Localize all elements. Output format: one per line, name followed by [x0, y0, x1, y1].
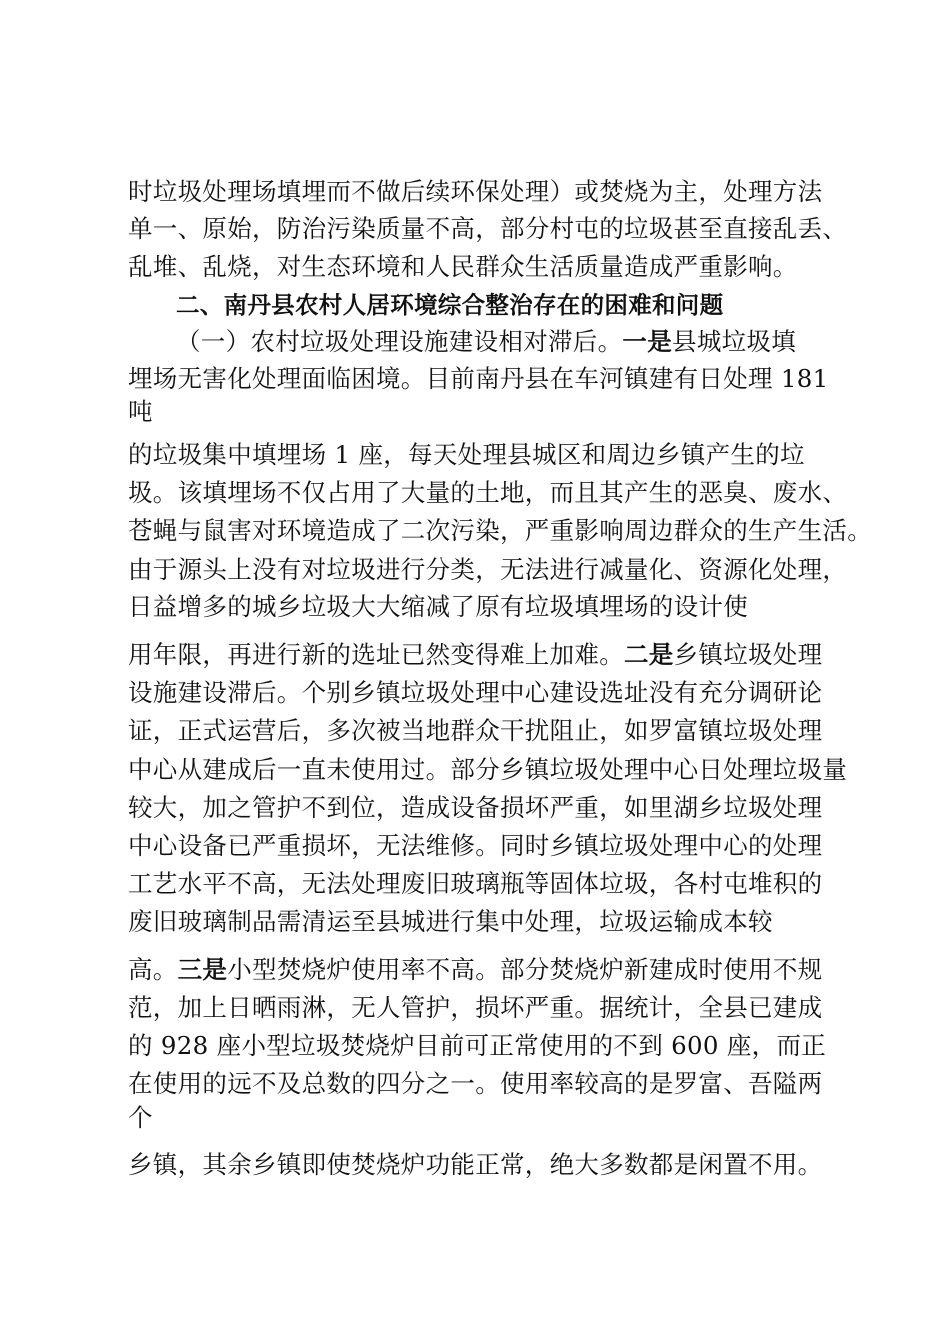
- text-run: 高。: [128, 955, 178, 984]
- text-line: 证，正式运营后，多次被当地群众干扰阻止，如罗富镇垃圾处理: [128, 716, 823, 745]
- text-line: 日益增多的城乡垃圾大大缩减了原有垃圾填埋场的设计使: [128, 592, 748, 621]
- text-line: 时垃圾处理场填埋而不做后续环保处理）或焚烧为主，处理方法: [128, 177, 823, 206]
- text-line: 苍蝇与鼠害对环境造成了二次污染，严重影响周边群众的生产生活。: [128, 516, 872, 545]
- text-line: 设施建设滞后。个别乡镇垃圾处理中心建设选址没有充分调研论: [128, 678, 823, 707]
- text-run: 县城垃圾填: [672, 327, 797, 356]
- text-line: 的 928 座小型垃圾焚烧炉目前可正常使用的不到 600 座，而正: [128, 1031, 827, 1060]
- text-line: 工艺水平不高，无法处理废旧玻璃瓶等固体垃圾，各村屯堆积的: [128, 869, 823, 898]
- text-run: 小型焚烧炉使用率不高。部分焚烧炉新建成时使用不规: [227, 955, 823, 984]
- text-line: 个: [128, 1103, 153, 1132]
- text-line: 中心从建成后一直未使用过。部分乡镇垃圾处理中心日处理垃圾量: [128, 755, 848, 784]
- text-line: 废旧玻璃制品需清运至县城进行集中处理，垃圾运输成本较: [128, 907, 773, 936]
- section-heading: 二、南丹县农村人居环境综合整治存在的困难和问题: [176, 291, 724, 319]
- point-marker-3: 三是: [177, 955, 228, 984]
- text-line: 在使用的远不及总数的四分之一。使用率较高的是罗富、吾隘两: [128, 1069, 823, 1098]
- text-line: 的垃圾集中填埋场 1 座，每天处理县城区和周边乡镇产生的垃: [128, 440, 805, 469]
- text-line: [176, 327, 896, 357]
- text-line: [128, 640, 848, 670]
- text-line: 范，加上日晒雨淋，无人管护，损坏严重。据统计，全县已建成: [128, 993, 823, 1022]
- text-line: 埋场无害化处理面临困境。目前南丹县在车河镇建有日处理 181: [128, 364, 829, 393]
- text-line: 乱堆、乱烧，对生态环境和人民群众生活质量造成严重影响。: [128, 252, 798, 281]
- text-line: 圾。该填埋场不仅占用了大量的土地，而且其产生的恶臭、废水、: [128, 478, 848, 507]
- text-line: 由于源头上没有对垃圾进行分类，无法进行减量化、资源化处理，: [128, 555, 848, 584]
- point-marker-2: 二是: [624, 640, 674, 669]
- text-line: 较大，加之管护不到位，造成设备损坏严重，如里湖乡垃圾处理: [128, 793, 823, 822]
- text-line: 中心设备已严重损坏，无法维修。同时乡镇垃圾处理中心的处理: [128, 831, 823, 860]
- text-run: 乡镇垃圾处理: [673, 640, 823, 669]
- text-run: 用年限，再进行新的选址已然变得难上加难。: [128, 640, 624, 669]
- text-line: [128, 955, 848, 985]
- text-line: 乡镇，其余乡镇即使焚烧炉功能正常，绝大多数都是闲置不用。: [128, 1150, 823, 1179]
- text-line: 吨: [128, 397, 153, 426]
- point-marker-1: 一是: [622, 327, 673, 356]
- text-line: 单一、原始，防治污染质量不高，部分村屯的垃圾甚至直接乱丢、: [128, 214, 848, 243]
- subheading-text: （一）农村垃圾处理设施建设相对滞后。: [176, 327, 623, 356]
